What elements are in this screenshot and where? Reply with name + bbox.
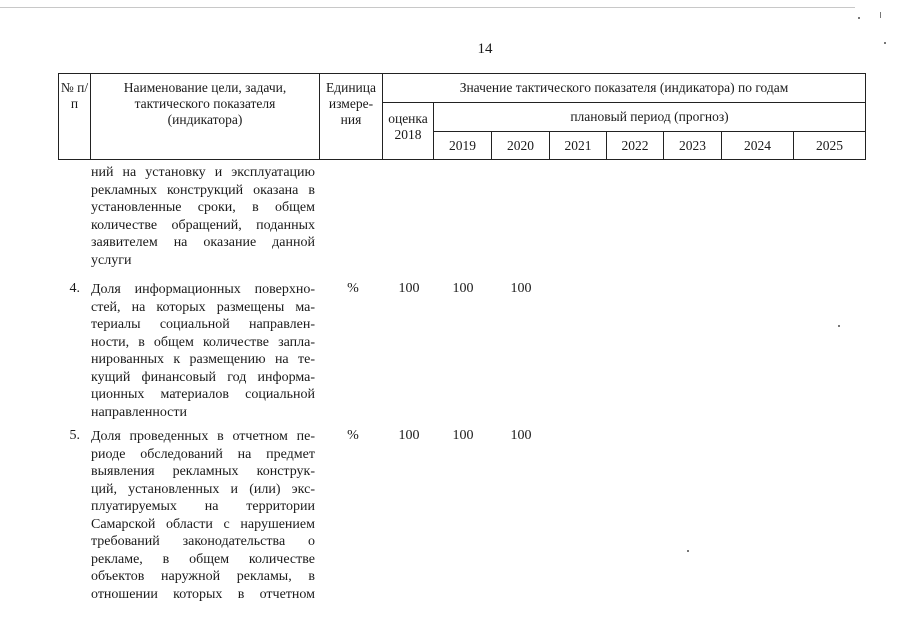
scan-speck bbox=[838, 325, 840, 327]
scan-speck bbox=[858, 17, 860, 19]
row-description bbox=[91, 281, 315, 421]
row-number: 4. bbox=[69, 281, 80, 296]
text-line: нированных к размещению на те- bbox=[91, 352, 315, 367]
page-number: 14 bbox=[477, 41, 493, 57]
row-number: 5. bbox=[69, 428, 80, 443]
header-year: 2023 bbox=[664, 132, 722, 160]
text-line: направленности bbox=[91, 404, 188, 420]
scan-speck bbox=[880, 12, 881, 18]
text-line: отношении которых в отчетном bbox=[91, 586, 315, 602]
continuation-text bbox=[91, 164, 315, 269]
text-line: выявления рекламных конструк- bbox=[91, 464, 315, 479]
header-estimate: оценка 2018 bbox=[383, 103, 434, 160]
page-top-rule bbox=[0, 7, 855, 8]
row-description bbox=[91, 428, 315, 603]
text-line: риоде обследований на предмет bbox=[91, 446, 315, 462]
text-line: количестве обращений, поданных bbox=[91, 217, 315, 233]
header-year: 2020 bbox=[492, 132, 550, 160]
text-line: ционных материалов социальной bbox=[91, 387, 315, 402]
text-line: плуатируемых на территории bbox=[91, 499, 315, 514]
text-line: рекламе, в общем количестве bbox=[91, 551, 315, 567]
header-year: 2024 bbox=[722, 132, 794, 160]
header-year: 2022 bbox=[607, 132, 664, 160]
text-line: териалы социальной направлен- bbox=[91, 317, 315, 332]
text-line: стей, на которых размещены ма- bbox=[91, 299, 315, 315]
value-2018: 100 bbox=[398, 281, 420, 296]
indicator-table-header bbox=[58, 73, 866, 160]
text-line: заявителем на оказание данной bbox=[91, 235, 315, 250]
header-name: Наименование цели, задачи, тактического показателя (индикатора) bbox=[91, 74, 320, 160]
text-line: рекламных конструкций оказана в bbox=[91, 182, 315, 198]
header-year: 2021 bbox=[550, 132, 607, 160]
text-line: Самарской области с нарушением bbox=[91, 516, 315, 532]
value-2020: 100 bbox=[510, 428, 532, 443]
header-plan: плановый период (прогноз) bbox=[434, 103, 866, 132]
value-2019: 100 bbox=[452, 281, 474, 296]
header-num: № п/п bbox=[59, 74, 91, 160]
header-year: 2019 bbox=[434, 132, 492, 160]
value-2020: 100 bbox=[510, 281, 532, 296]
scan-speck bbox=[687, 550, 689, 552]
header-year: 2025 bbox=[794, 132, 866, 160]
row-unit: % bbox=[347, 281, 359, 296]
text-line: ций, установленных и (или) экс- bbox=[91, 481, 315, 497]
header-values: Значение тактического показателя (индикатора) по годам bbox=[383, 74, 866, 103]
text-line: ний на установку и эксплуатацию bbox=[91, 165, 315, 180]
value-2019: 100 bbox=[452, 428, 474, 443]
text-line: Доля информационных поверхно- bbox=[91, 282, 315, 297]
text-line: Доля проведенных в отчетном пе- bbox=[91, 429, 315, 444]
text-line: объектов наружной рекламы, в bbox=[91, 569, 315, 584]
header-unit: Единица измере-ния bbox=[320, 74, 383, 160]
text-line: услуги bbox=[91, 252, 132, 268]
scan-speck bbox=[884, 42, 886, 44]
row-unit: % bbox=[347, 428, 359, 443]
text-line: ности, в общем количестве запла- bbox=[91, 334, 315, 350]
value-2018: 100 bbox=[398, 428, 420, 443]
text-line: кущий финансовый год информа- bbox=[91, 369, 315, 385]
text-line: установленные сроки, в общем bbox=[91, 200, 315, 215]
text-line: требований законодательства о bbox=[91, 534, 315, 549]
